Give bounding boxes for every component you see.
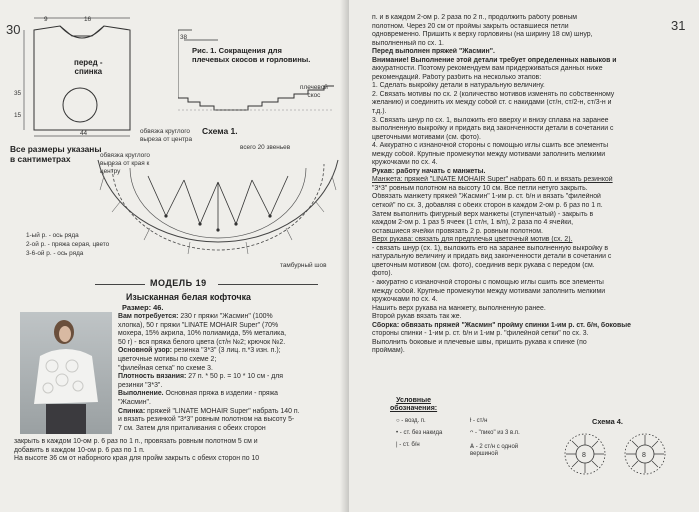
line-text: резинки "3*3".: [118, 381, 163, 389]
scheme1-label: выреза от центра: [140, 136, 193, 143]
line-text: цветочные мотивы по схеме 2;: [118, 355, 217, 363]
text-line: Перед выполнен пряжей "Жасмин".: [372, 48, 495, 56]
sc-icon: |: [396, 442, 398, 448]
text-line: добавить в каждом 10-ом р. 6 раз по 1 п.: [14, 446, 145, 454]
text-line: полотном. Через 20 см от проймы закрыть оставшиеся петли: [372, 22, 569, 30]
scheme4-title: Схема 4.: [592, 417, 623, 426]
inline-heading: Основной узор:: [118, 347, 173, 355]
line-text: и вязать резинкой "3*3" ровным полотном на высоту 5-: [118, 416, 295, 424]
legend-title-line: обозначения:: [390, 405, 438, 412]
line-text: 7 см. Затем для приталивания с обеих сторон: [118, 424, 266, 432]
text-line: Нашить верх рукава на манжету, выполненную ранее.: [372, 304, 546, 312]
line-text: 230 г пряжи "Жасмин" (100%: [178, 313, 273, 320]
text-line: Выполнить боковые и плечевые швы, пришить рукава к спинке (по: [372, 338, 587, 346]
text-line: рекомендаций. Работу разбить на несколько этапов:: [372, 73, 542, 81]
sizes-note: [10, 144, 102, 164]
model-subtitle: Изысканная белая кофточка: [126, 292, 251, 302]
legend-label: - возд. п.: [401, 418, 426, 424]
instructions-bottom: [14, 438, 344, 464]
dim-side-b: 15: [14, 112, 22, 119]
chain-icon: ○: [396, 418, 400, 424]
scheme1-label: обвязка круглого: [140, 128, 190, 135]
text-line: На высоте 36 см от наборного края для пройм закрыть с обеих сторон по 10: [14, 455, 260, 463]
inline-heading: Вам потребуется:: [118, 313, 179, 320]
pattern-label-line: перед -: [74, 58, 103, 67]
text-line: между собой. Крупные промежутки между мотивами заполнить мелкими: [372, 287, 606, 295]
model-photo: [20, 312, 112, 434]
line-text: "Жасмин".: [118, 398, 151, 406]
inline-heading: Плотность вязания:: [118, 373, 187, 381]
text-line: Второй рукав вязать так же.: [372, 313, 462, 321]
text-line: [118, 408, 340, 417]
text-line: [118, 356, 340, 365]
fig1-caption: [192, 46, 310, 64]
divider: [95, 284, 145, 285]
text-line: желанию) и соединить их между собой ст. с накидами (ст/н, ст/2-н, ст/3-н и: [372, 99, 612, 107]
text-line: [118, 399, 340, 408]
legend-label: - ст/н: [473, 418, 488, 424]
size-line: Размер: 46.: [122, 303, 164, 312]
legend-label: - ст. без накида: [399, 430, 443, 436]
legend-title-line: Условные: [396, 397, 431, 404]
legend-item: [470, 418, 487, 425]
cluster-icon: Ѧ: [470, 444, 475, 450]
line-text: хлопка), 50 г пряжи "LINATE MOHAIR Super" (70%: [118, 321, 279, 329]
text-line: каждом 2-ом р. 1 раз 5 ячеек (1 ст/н, 1 в/п), 2 раза по 4 ячейки,: [372, 219, 574, 227]
scheme1-fan-diagram: [90, 150, 349, 270]
model-photo-figure: [20, 312, 112, 434]
text-line: п. и в каждом 2-ом р. 2 раза по 2 п., продолжить работу ровным: [372, 14, 578, 21]
page-number-left: 30: [6, 22, 21, 37]
legend-label: - 2 ст/н с одной вершиной: [470, 444, 519, 457]
text-line: [118, 373, 340, 382]
line-text: мохера, 15% акрила, 10% полиамида, 5% металика,: [118, 330, 287, 338]
text-line: закрыть в каждом 10-ом р. 6 раз по 1 п., провязать ровным полотном 5 см и: [14, 438, 258, 445]
text-line: стороны спинки - 1-им р. ст. б/н и 1-им р. "филейной сетки" по сх. 3.: [372, 330, 589, 338]
text-line: натуральную величину и придать вид законченности детали в сочетании с: [372, 253, 612, 261]
text-line: Затем выполнить фигурный верх манжеты (ступенчатый) - закрыть в: [372, 210, 594, 218]
legend-item: [396, 430, 442, 437]
text-line: Обвязать манжету пряжей "Жасмин" 1-им р. ст. б/н и вязать "филейной: [372, 193, 601, 201]
pattern-label-line: спинка: [74, 67, 103, 76]
scheme1-label: всего 20 звеньев: [240, 144, 291, 151]
legend-item: [396, 442, 420, 449]
legend-item: [396, 418, 426, 425]
line-text: резинка "3*3" (3 лиц. п.*3 изн. п.);: [172, 347, 281, 355]
text-line: Сборка: обвязать пряжей "Жасмин" пройму спинки 1-им р. ст. б/н, боковые: [372, 321, 631, 329]
legend-label: - ст. б/н: [399, 442, 420, 448]
line-text: Основная пряжа в изделии - пряжа: [163, 390, 279, 398]
text-line: фото).: [372, 270, 393, 278]
text-line: 2. Связать мотивы по сх. 2 (количество мотивов изменять по собственному: [372, 90, 615, 98]
dim-bottom: 44: [80, 130, 88, 137]
text-line: между собой. Крупные промежутки между мотивами заполнить мелкими: [372, 150, 606, 158]
left-page: [0, 0, 349, 512]
legend-item: [470, 444, 540, 458]
text-line: [118, 322, 340, 331]
text-line: [118, 390, 340, 399]
picot-icon: ᴖ: [470, 430, 474, 436]
dim-top-a: 9: [44, 16, 48, 23]
text-line: одновременно. Пришить к верху горловины (на ширину 18 см) шнур,: [372, 31, 593, 39]
text-line: "3*3" ровным полотном на высоту 10 см. Все петли нетуго закрыть.: [372, 184, 588, 192]
fig1-title: Рис. 1. Сокращения для: [192, 46, 282, 55]
fig1-title-line2: плечевых скосов и горловины.: [192, 55, 311, 64]
scheme1-legend: 1-ый р. - ось ряда: [26, 232, 79, 239]
text-line: т.д.).: [372, 108, 387, 116]
text-line: [118, 347, 340, 356]
scheme1-label: обвязка круглого: [100, 152, 150, 159]
scheme1-label: тамбурный шов: [280, 262, 327, 269]
text-line: цветочным мотивом (см. фото), соединив верх рукава с передом (см.: [372, 261, 595, 269]
divider: [218, 284, 318, 285]
scheme1-label: выреза от края к: [100, 160, 150, 167]
text-line: кружочками по сх. 4.: [372, 296, 438, 304]
pattern-label: [74, 58, 103, 76]
text-line: проймам).: [372, 347, 405, 355]
text-line: [118, 416, 340, 425]
page-number-right: 31: [671, 18, 686, 33]
inline-heading: Спинка:: [118, 407, 146, 415]
scheme1-title: Схема 1.: [202, 126, 238, 136]
scheme4-diagram: [555, 426, 685, 482]
text-line: аккуратности. Поэтому рекомендуем вам придерживаться данных ниже: [372, 65, 603, 73]
neckline-shaping-figure: [178, 20, 338, 120]
text-line: - связать шнур (сх. 1), выложить его на заранее выполненную выкройку в: [372, 244, 609, 252]
fig1-label-line: скос: [307, 92, 321, 99]
text-line: цветочными мотивами (см. фото).: [372, 133, 481, 141]
text-line: 4. Аккуратно с изнаночной стороны с помощью иглы сшить все элементы: [372, 142, 609, 150]
fig1-label-line: плечевой: [300, 84, 328, 91]
line-text: 27 п. * 50 р. = 10 * 10 см - для: [186, 373, 284, 381]
text-line: Верх рукава: связать для предплечья цветочный мотив (сх. 2).: [372, 236, 573, 244]
scheme1-legend: 2-ой р. - пряжа серая, цвето: [26, 241, 110, 248]
text-line: выполненную выкройку и придать вид законченности детали в сочетании с: [372, 125, 614, 133]
text-line: [118, 313, 340, 322]
text-line: кружочками по сх. 4.: [372, 159, 438, 167]
legend-label: - "пико" из 3 в.п.: [475, 430, 520, 436]
sizes-note-line: в сантиметрах: [10, 154, 71, 164]
scheme1-label: центру: [100, 168, 121, 175]
text-line: [118, 330, 340, 339]
text-line: Внимание! Выполнение этой детали требует определенных навыков и: [372, 56, 617, 64]
instructions-block: [118, 313, 340, 433]
instructions-right: [372, 14, 690, 356]
text-line: 3. Связать шнур по сх. 1, выложить его вверху и внизу сплава на заранее: [372, 116, 609, 124]
legend-item: [470, 430, 520, 437]
sizes-note-line: Все размеры указаны: [10, 144, 102, 154]
text-line: - аккуратно с изнаночной стороны с помощью иглы сшить все элементы: [372, 278, 604, 286]
text-line: сеткой" по сх. 3, добавляя с обеих сторон в каждом 2-ом р. 6 раз по 1 п.: [372, 202, 603, 210]
fig1-label: [300, 84, 328, 100]
dim-side-a: 35: [14, 90, 22, 97]
text-line: [118, 365, 340, 374]
svg-text:8: 8: [582, 452, 586, 459]
line-text: "филейная сетка" по схеме 3.: [118, 364, 213, 372]
svg-text:8: 8: [642, 452, 646, 459]
line-text: 50 г) - вся пряжа белого цвета (ст/н №2; крючок №2.: [118, 338, 286, 346]
inline-heading: Выполнение.: [118, 390, 164, 398]
fig1-dim: 38: [180, 34, 188, 41]
text-line: оставшиеся ячейки провязать 2 р. ровным полотном.: [372, 227, 543, 235]
text-line: Рукав: работу начать с манжеты.: [372, 167, 486, 175]
model-title: МОДЕЛЬ 19: [150, 278, 207, 288]
scheme1-legend: 3-6-ой р. - ось ряда: [26, 250, 84, 257]
text-line: [118, 425, 340, 434]
text-line: [118, 382, 340, 391]
legend-title: [390, 397, 437, 413]
text-line: выполненный по сх. 1.: [372, 39, 444, 47]
text-line: 1. Сделать выкройку детали в натуральную величину.: [372, 82, 545, 90]
text-line: Манжета: пряжей "LINATE MOHAIR Super" набрать 60 п. и вязать резинкой: [372, 176, 613, 184]
dim-top-b: 16: [84, 16, 92, 23]
line-text: пряжей "LINATE MOHAIR Super" набрать 140 п.: [145, 407, 300, 415]
dc-icon: ƚ: [470, 418, 472, 424]
slip-stitch-icon: •: [396, 430, 399, 436]
